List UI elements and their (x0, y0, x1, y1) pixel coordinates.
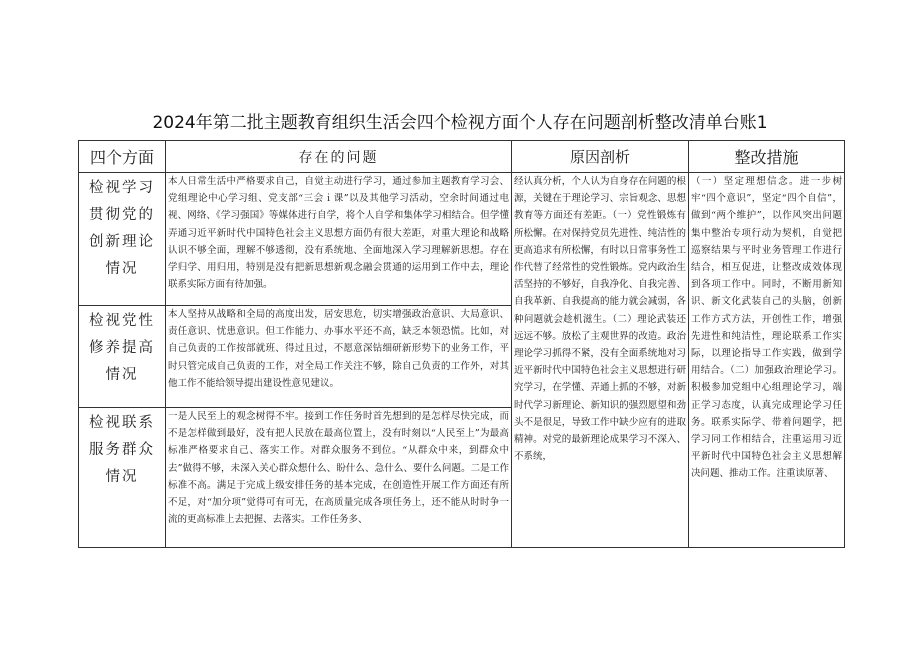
header-cause-analysis: 原因剖析 (512, 141, 689, 173)
row-aspect-cell (79, 173, 166, 306)
row-aspect-cell (79, 408, 166, 548)
problem-cell (166, 408, 512, 548)
aspect-label: 检视党性修养提高情况 (89, 313, 155, 383)
document-title: 2024年第二批主题教育组织生活会四个检视方面个人存在问题剖析整改清单台账1 (152, 113, 768, 133)
rectification-table (78, 140, 845, 548)
measures-text: （一）坚定理想信念。进一步树牢“四个意识”，坚定“四个自信”，做到“两个维护”，以作风突出问题集中整治专项行动为契机，自觉把巡察结果与平时业务管理工作进行结合，相互促进，让整改成效体现到各项工作中。同时，不断用新知识、新文化武装自己的头脑，创新工作方式方法，开创性工作，增强先进性和纯洁性，理论联系工作实际，以理论指导工作实践，做到学用结合。（二）加强政治理论学习。积极参加党组中心组理论学习，端正学习态度，认真完成理论学习任务。联系实际学、带着问题学，把学习同工作相结合，注重运用习近平新时代中国特色社会主义思想解决问题、推动工作。注重读原著、 (691, 176, 842, 480)
header-measures: 整改措施 (689, 141, 845, 173)
row-aspect-cell (79, 306, 166, 408)
aspect-label: 检视学习贯彻党的创新理论情况 (89, 180, 155, 277)
measures-cell (689, 173, 845, 548)
table-header-row (79, 141, 845, 173)
problem-text: 本人日常生活中严格要求自己，自觉主动进行学习，通过参加主题教育学习会、党组理论中心学习组、党支部“三会ｉ课”以及其他学习活动，空余时间通过电视、网络、《学习强国》等媒体进行自学，将个人自学和集体学习相结合。但学懂弄通习近平新时代中国特色社会主义思想方面仍有很大差距，对重大理论和战略认识不够全面，理解不够透彻，没有系统地、全面地深入学习理解新思想。存在学归学、用归用，特别是没有把新思想新观念融会贯通的运用到工作中去，理论联系实际方面有待加强。 (168, 176, 509, 291)
cause-cell (512, 173, 689, 548)
problem-text: 本人坚持从战略和全局的高度出发，居安思危，切实增强政治意识、大局意识、责任意识、忧患意识。但工作能力、办事水平还不高，缺乏本领恐慌。比如，对自己负责的工作按部就班、得过且过，不愿意深钻细研新形势下的业务工作，平时只管完成自己负责的工作，对全局工作关注不够，除自己负责的工作外，对其他工作不能给领导提出建设性意见建议。 (168, 309, 509, 389)
aspect-label: 检视联系服务群众情况 (89, 415, 155, 485)
problem-cell (166, 173, 512, 306)
header-problems: 存在的问题 (166, 141, 512, 173)
table-row (79, 173, 845, 306)
cause-text: 经认真分析，个人认为自身存在问题的根源，关键在于理论学习、宗旨观念、思想教育等方面还有差距。（一）党性锻炼有所松懈。在对保持党员先进性、纯洁性的更高追求有所松懈，有时以日常事务性工作代替了经常性的党性锻炼。党内政治生活坚持的不够好，自我净化、自我完善、自我革新、自我提高的能力就会减弱，各种问题就会趁机滋生。（二）理论武装还远远不够。放松了主观世界的改造。政治理论学习抓得不紧，没有全面系统地对习近平新时代中国特色社会主义思想进行研究学习，在学懂、弄通上抓的不够，对新时代学习新理论、新知识的强烈愿望和劲头不是很足，导致工作中缺少应有的进取精神。对党的最新理论成果学习不深入、不系统， (514, 176, 686, 463)
problem-cell (166, 306, 512, 408)
header-aspects: 四个方面 (79, 141, 166, 173)
problem-text: 一是人民至上的观念树得不牢。接到工作任务时首先想到的是怎样尽快完成，而不是怎样做到最好，没有把人民放在最高位置上，没有时刻以“人民至上”为最高标准严格要求自己、落实工作。对群众服务不到位。“从群众中来，到群众中去”做得不够，未深入关心群众想什么、盼什么、急什么、要什么问题。二是工作标准不高。满足于完成上级安排任务的基本完成，在创造性开展工作方面还有所不足，对“加分项”觉得可有可无，在高质量完成各项任务上，还不能从时时争一流的更高标准上去把握、去落实。工作任务多、 (168, 411, 509, 526)
